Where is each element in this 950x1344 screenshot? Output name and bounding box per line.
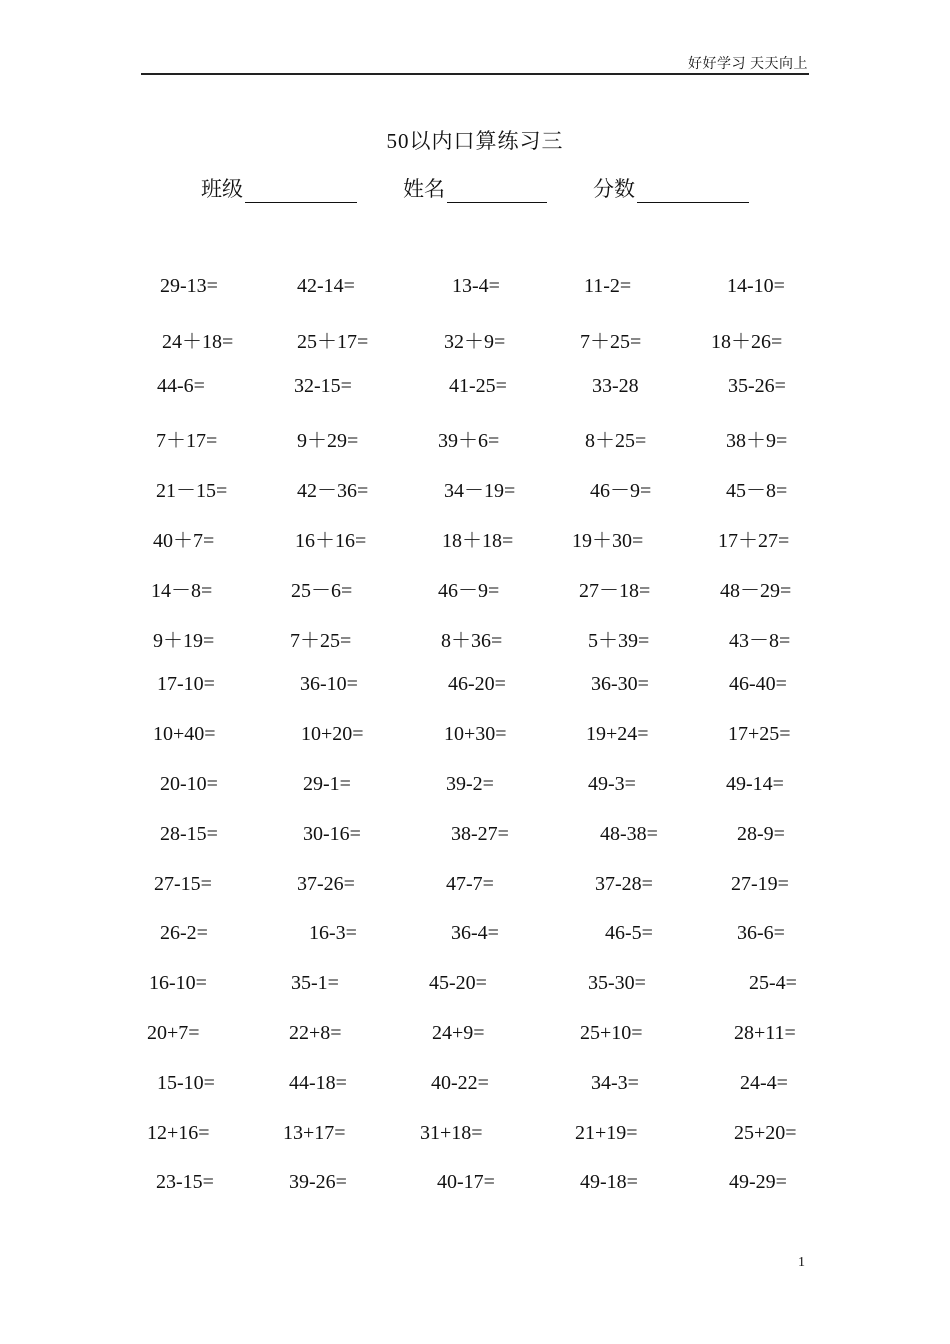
problem-row <box>0 1120 950 1170</box>
math-problem: 28-9= <box>737 822 785 845</box>
math-problem: 25-4= <box>749 972 797 995</box>
name-blank[interactable] <box>447 178 547 203</box>
problem-row <box>0 721 950 771</box>
math-problem: 34－19= <box>444 480 516 503</box>
math-problem: 16-10= <box>149 972 207 995</box>
math-problem: 26-2= <box>160 922 208 945</box>
math-problem: 35-30= <box>588 972 646 995</box>
math-problem: 37-26= <box>297 872 355 895</box>
math-problem: 11-2= <box>584 275 632 297</box>
math-problem: 12+16= <box>147 1121 210 1144</box>
math-problem: 32＋9= <box>444 330 506 353</box>
math-problem: 39-2= <box>446 772 494 795</box>
header-motto: 好好学习 天天向上 <box>688 57 808 72</box>
problem-row <box>0 920 950 970</box>
math-problem: 48－29= <box>720 579 792 602</box>
problem-row <box>0 1070 950 1120</box>
math-problem: 10+30= <box>444 723 507 746</box>
math-problem: 7＋25= <box>580 330 642 353</box>
problem-row <box>0 373 950 423</box>
math-problem: 39-26= <box>289 1171 347 1194</box>
math-problem: 32-15= <box>294 374 352 397</box>
score-field <box>593 173 749 203</box>
math-problem: 27－18= <box>579 579 651 602</box>
math-problem: 36-4= <box>451 922 499 945</box>
math-problem: 49-18= <box>580 1171 638 1194</box>
problem-row <box>0 771 950 821</box>
math-problem: 24＋18= <box>162 330 234 353</box>
math-problem: 5＋39= <box>588 629 650 652</box>
math-problem: 21+19= <box>575 1121 638 1144</box>
math-problem: 46－9= <box>438 579 500 602</box>
math-problem: 15-10= <box>157 1071 215 1094</box>
math-problem: 30-16= <box>303 822 361 845</box>
math-problem: 19＋30= <box>572 529 644 552</box>
math-problem: 33-28 <box>592 374 639 397</box>
math-problem: 38-27= <box>451 822 509 845</box>
math-problem: 14－8= <box>151 579 213 602</box>
math-problem: 18＋18= <box>442 529 514 552</box>
math-problem: 8＋36= <box>441 629 503 652</box>
math-problem: 45－8= <box>726 480 788 503</box>
math-problem: 29-1= <box>303 772 351 795</box>
math-problem: 39＋6= <box>438 430 500 453</box>
math-problem: 49-29= <box>729 1171 787 1194</box>
math-problem: 47-7= <box>446 872 494 895</box>
page-title: 50以内口算练习三 <box>386 129 564 153</box>
math-problem: 23-15= <box>156 1171 214 1194</box>
math-problem: 35-1= <box>291 972 339 995</box>
math-problem: 28-15= <box>160 822 218 845</box>
problem-row <box>0 522 950 572</box>
math-problem: 17-10= <box>157 673 215 696</box>
problem-row <box>0 273 950 323</box>
math-problem: 40-17= <box>437 1171 495 1194</box>
name-label: 姓名 <box>403 177 445 201</box>
math-problem: 16＋16= <box>295 529 367 552</box>
math-problem: 8＋25= <box>585 430 647 453</box>
math-problem: 43－8= <box>729 629 791 652</box>
math-problem: 44-18= <box>289 1071 347 1094</box>
problem-row <box>0 622 950 672</box>
math-problem: 9＋29= <box>297 430 359 453</box>
class-label: 班级 <box>201 177 243 201</box>
math-problem: 36-30= <box>591 673 649 696</box>
math-problem: 46-5= <box>605 922 653 945</box>
math-problem: 10+20= <box>301 723 364 746</box>
math-problem: 46-20= <box>448 673 506 696</box>
problem-row <box>0 671 950 721</box>
class-field <box>201 173 357 203</box>
problem-row <box>0 323 950 373</box>
math-problem: 46－9= <box>590 480 652 503</box>
math-problem: 38＋9= <box>726 430 788 453</box>
problem-row <box>0 1020 950 1070</box>
math-problem: 20+7= <box>147 1021 200 1044</box>
header-divider <box>141 73 809 75</box>
math-problem: 7＋25= <box>290 629 352 652</box>
math-problem: 36-10= <box>300 673 358 696</box>
math-problem: 7＋17= <box>156 430 218 453</box>
math-problem: 45-20= <box>429 972 487 995</box>
math-problem: 35-26= <box>728 374 786 397</box>
problem-row <box>0 871 950 921</box>
math-problem: 49-14= <box>726 772 784 795</box>
math-problem: 28+11= <box>734 1021 796 1044</box>
math-problem: 27-19= <box>731 872 789 895</box>
math-problem: 9＋19= <box>153 629 215 652</box>
problem-row <box>0 1169 950 1219</box>
problem-row <box>0 572 950 622</box>
math-problem: 25+20= <box>734 1121 797 1144</box>
math-problem: 25+10= <box>580 1021 643 1044</box>
math-problem: 14-10= <box>727 275 785 297</box>
math-problem: 21－15= <box>156 480 228 503</box>
math-problem: 13+17= <box>283 1121 346 1144</box>
math-problem: 18＋26= <box>711 330 783 353</box>
problem-row <box>0 970 950 1020</box>
math-problem: 25＋17= <box>297 330 369 353</box>
problem-row <box>0 422 950 472</box>
math-problem: 24+9= <box>432 1021 485 1044</box>
math-problem: 46-40= <box>729 673 787 696</box>
math-problem: 40-22= <box>431 1071 489 1094</box>
arithmetic-problem-grid <box>0 273 950 1219</box>
class-blank[interactable] <box>245 178 357 203</box>
math-problem: 22+8= <box>289 1021 342 1044</box>
math-problem: 37-28= <box>595 872 653 895</box>
math-problem: 17+25= <box>728 723 791 746</box>
math-problem: 41-25= <box>449 374 507 397</box>
math-problem: 17＋27= <box>718 529 790 552</box>
math-problem: 24-4= <box>740 1071 788 1094</box>
score-blank[interactable] <box>637 178 749 203</box>
score-label: 分数 <box>593 177 635 201</box>
math-problem: 31+18= <box>420 1121 483 1144</box>
math-problem: 40＋7= <box>153 529 215 552</box>
math-problem: 19+24= <box>586 723 649 746</box>
math-problem: 13-4= <box>452 275 500 297</box>
math-problem: 10+40= <box>153 723 216 746</box>
math-problem: 49-3= <box>588 772 636 795</box>
math-problem: 16-3= <box>309 922 357 945</box>
problem-row <box>0 821 950 871</box>
math-problem: 29-13= <box>160 275 218 297</box>
math-problem: 42－36= <box>297 480 369 503</box>
math-problem: 25－6= <box>291 579 353 602</box>
math-problem: 44-6= <box>157 374 205 397</box>
problem-row <box>0 472 950 522</box>
name-field <box>403 173 547 203</box>
math-problem: 27-15= <box>154 872 212 895</box>
math-problem: 20-10= <box>160 772 218 795</box>
math-problem: 34-3= <box>591 1071 639 1094</box>
math-problem: 36-6= <box>737 922 785 945</box>
math-problem: 48-38= <box>600 822 658 845</box>
page-number: 1 <box>798 1255 805 1270</box>
math-problem: 42-14= <box>297 275 355 297</box>
